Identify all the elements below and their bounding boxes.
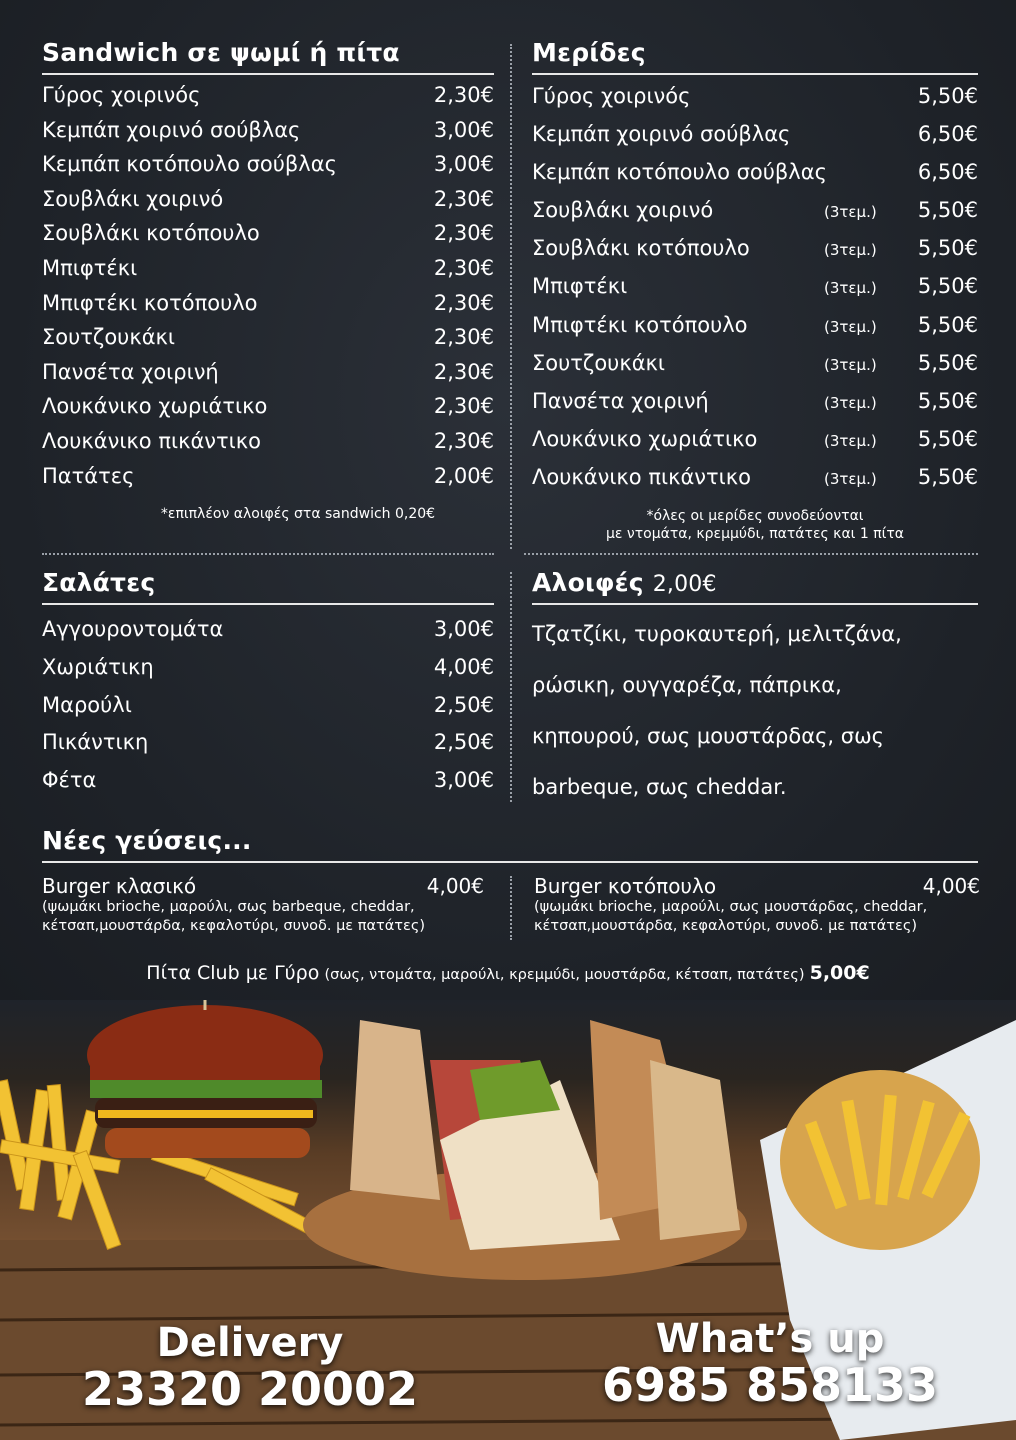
- aloifes-line: barbeque, σως cheddar.: [532, 775, 787, 799]
- nees-section: [42, 826, 978, 863]
- menu-item-name: Φέτα: [42, 768, 97, 793]
- merides-note-2: με ντομάτα, κρεμμύδι, πατάτες και 1 πίτα: [605, 526, 905, 543]
- merides-section: [532, 38, 978, 543]
- menu-item-row: [42, 325, 494, 360]
- menu-item-row: [532, 274, 978, 312]
- menu-item-qty: (3τεμ.): [824, 469, 877, 488]
- menu-item-row: [42, 655, 494, 693]
- menu-item-price: 6,50€: [917, 160, 978, 185]
- menu-item-row: [532, 122, 978, 160]
- menu-item-row: [42, 429, 494, 464]
- menu-item-name: Γύρος χοιρινός: [42, 83, 201, 107]
- sandwich-note: *επιπλέον αλοιφές στα sandwich 0,20€: [160, 506, 436, 523]
- menu-item-price: 2,30€: [433, 290, 494, 315]
- separator-left: [42, 553, 494, 555]
- aloifes-list: [532, 609, 978, 813]
- menu-item-name: Σουβλάκι χοιρινό: [42, 186, 224, 211]
- sandwich-list: [42, 83, 494, 498]
- menu-item-row: [42, 291, 494, 326]
- menu-item-name: Μπιφτέκι: [42, 255, 138, 280]
- sandwich-section: [42, 38, 494, 522]
- aloifes-line: ρώσικη, ουγγαρέζα, πάπρικα,: [532, 673, 842, 697]
- column-divider: [510, 44, 512, 549]
- menu-item-name: Γύρος χοιρινός: [532, 84, 691, 108]
- menu-item-name: Λουκάνικο χωριάτικο: [42, 394, 268, 419]
- menu-item-row: [42, 768, 494, 806]
- menu-item-name: Λουκάνικο πικάντικο: [42, 428, 261, 453]
- menu-item-row: [42, 118, 494, 153]
- whatsup-label: What’s up: [655, 1316, 885, 1362]
- menu-item-price: 2,30€: [433, 428, 494, 453]
- menu-item-name: Μαρούλι: [42, 692, 132, 717]
- merides-list: [532, 84, 978, 503]
- aloifes-section: [532, 568, 978, 813]
- menu-item-price: 5,50€: [917, 388, 978, 413]
- menu-item-price: 5,50€: [917, 426, 978, 451]
- menu-item-row: [42, 152, 494, 187]
- menu-item-name: Σουβλάκι χοιρινό: [532, 198, 714, 223]
- menu-item-name: Κεμπάπ κοτόπουλο σούβλας: [42, 152, 337, 177]
- aloifes-title-text: Αλοιφές: [532, 568, 644, 597]
- menu-item-price: 6,50€: [917, 122, 978, 147]
- menu-item-price: 2,30€: [433, 255, 494, 280]
- menu-item-price: 3,00€: [433, 152, 494, 177]
- food-photo: [0, 1000, 1016, 1440]
- menu-item-price: 2,30€: [433, 83, 494, 107]
- column-divider-lower: [510, 572, 512, 802]
- column-divider-burgers: [510, 876, 512, 940]
- menu-item-row: [532, 389, 978, 427]
- menu-item-price: 5,50€: [917, 274, 978, 299]
- menu-item-name: Σουτζουκάκι: [42, 325, 176, 350]
- menu-item-name: Πατάτες: [42, 463, 135, 488]
- aloifes-title: [532, 568, 978, 605]
- merides-title: Μερίδες: [532, 38, 978, 75]
- menu-item-name: Σουβλάκι κοτόπουλο: [532, 236, 750, 261]
- delivery-number[interactable]: 23320 20002: [81, 1362, 419, 1416]
- menu-item-qty: (3τεμ.): [824, 355, 877, 374]
- merides-note-1: *όλες οι μερίδες συνοδεύονται: [646, 508, 864, 525]
- menu-item-price: 2,30€: [433, 186, 494, 211]
- menu-item-price: 5,50€: [917, 84, 978, 108]
- menu-item-name: Πανσέτα χοιρινή: [532, 388, 709, 413]
- menu-item-row: [42, 256, 494, 291]
- menu-item-qty: (3τεμ.): [824, 203, 877, 222]
- burger-chicken-desc-1: (ψωμάκι brioche, μαρούλι, σως μουστάρδας, cheddar,: [534, 899, 928, 915]
- menu-item-name: Μπιφτέκι κοτόπουλο: [42, 290, 258, 315]
- menu-item-row: [532, 465, 978, 503]
- menu-item-qty: (3τεμ.): [824, 317, 877, 336]
- burger-classic-name: Burger κλασικό: [42, 874, 197, 898]
- burger-classic-price: 4,00€: [426, 874, 484, 898]
- pita-club-desc: (σως, ντομάτα, μαρούλι, κρεμμύδι, μουστάρδα, κέτσαπ, πατάτες): [324, 967, 805, 983]
- burger-chicken-price: 4,00€: [922, 874, 980, 898]
- menu-item-price: 5,50€: [917, 312, 978, 337]
- menu-item-row: [42, 693, 494, 731]
- menu-item-row: [532, 160, 978, 198]
- menu-item-row: [532, 313, 978, 351]
- menu-item-price: 2,30€: [433, 394, 494, 419]
- aloifes-line: κηπουρού, σως μουστάρδας, σως: [532, 724, 884, 748]
- menu-item-name: Πικάντικη: [42, 730, 149, 755]
- menu-item-name: Σουτζουκάκι: [532, 350, 666, 375]
- menu-item-qty: (3τεμ.): [824, 279, 877, 298]
- menu-item-price: 3,00€: [433, 617, 494, 641]
- menu-item-price: 3,00€: [433, 768, 494, 793]
- aloifes-line: Τζατζίκι, τυροκαυτερή, μελιτζάνα,: [532, 622, 902, 646]
- menu-item-row: [42, 221, 494, 256]
- nees-title: Νέες γεύσεις...: [42, 826, 978, 863]
- menu-item-name: Κεμπάπ χοιρινό σούβλας: [532, 122, 791, 147]
- whatsup-block: [580, 1318, 960, 1410]
- menu-item-qty: (3τεμ.): [824, 241, 877, 260]
- menu-item-row: [42, 730, 494, 768]
- menu-item-row: [42, 360, 494, 395]
- burger-classic: [42, 874, 490, 936]
- salates-section: [42, 568, 494, 806]
- pita-club-line: [0, 962, 1016, 984]
- menu-item-name: Χωριάτικη: [42, 654, 154, 679]
- menu-item-name: Μπιφτέκι: [532, 274, 628, 299]
- menu-item-row: [42, 187, 494, 222]
- menu-item-price: 2,30€: [433, 221, 494, 246]
- pita-club-name: Πίτα Club με Γύρο: [146, 962, 320, 984]
- menu-item-name: Μπιφτέκι κοτόπουλο: [532, 312, 748, 337]
- menu-item-name: Σουβλάκι κοτόπουλο: [42, 221, 260, 246]
- menu-item-price: 2,30€: [433, 359, 494, 384]
- menu-item-row: [532, 427, 978, 465]
- menu-item-price: 2,50€: [433, 692, 494, 717]
- menu-item-price: 5,50€: [917, 350, 978, 375]
- delivery-label: Delivery: [156, 1320, 344, 1366]
- delivery-block: [60, 1322, 440, 1414]
- menu-item-name: Αγγουροντομάτα: [42, 617, 224, 641]
- burger-image: [87, 1000, 323, 1158]
- sandwich-title: Sandwich σε ψωμί ή πίτα: [42, 38, 494, 75]
- aloifes-price: 2,00€: [652, 572, 717, 597]
- salates-title: Σαλάτες: [42, 568, 494, 605]
- menu-item-price: 4,00€: [433, 654, 494, 679]
- menu-item-row: [532, 198, 978, 236]
- menu-item-row: [532, 84, 978, 122]
- menu-item-price: 2,50€: [433, 730, 494, 755]
- burger-classic-desc-1: (ψωμάκι brioche, μαρούλι, σως barbeque, cheddar,: [42, 899, 415, 915]
- menu-item-name: Κεμπάπ κοτόπουλο σούβλας: [532, 160, 827, 185]
- menu-item-name: Πανσέτα χοιρινή: [42, 359, 219, 384]
- menu-item-row: [42, 617, 494, 655]
- burger-chicken-desc-2: κέτσαπ,μουστάρδα, κεφαλοτύρι, συνοδ. με πατάτες): [534, 918, 918, 934]
- menu-item-qty: (3τεμ.): [824, 393, 877, 412]
- salates-list: [42, 617, 494, 806]
- menu-item-price: 3,00€: [433, 117, 494, 142]
- whatsup-number[interactable]: 6985 858133: [601, 1358, 939, 1412]
- menu-item-price: 5,50€: [917, 464, 978, 489]
- menu-item-price: 2,00€: [433, 463, 494, 488]
- menu-item-name: Λουκάνικο πικάντικο: [532, 464, 751, 489]
- burger-chicken: [534, 874, 980, 936]
- menu-item-row: [42, 464, 494, 499]
- burger-chicken-name: Burger κοτόπουλο: [534, 874, 717, 898]
- pita-club-price: 5,00€: [809, 962, 870, 984]
- menu-item-row: [532, 236, 978, 274]
- menu-item-price: 5,50€: [917, 198, 978, 223]
- menu-item-name: Λουκάνικο χωριάτικο: [532, 426, 758, 451]
- menu-item-qty: (3τεμ.): [824, 431, 877, 450]
- menu-item-row: [532, 351, 978, 389]
- burger-classic-desc-2: κέτσαπ,μουστάρδα, κεφαλοτύρι, συνοδ. με πατάτες): [42, 918, 426, 934]
- menu-item-price: 5,50€: [917, 236, 978, 261]
- menu-item-row: [42, 83, 494, 118]
- separator-right: [524, 553, 978, 555]
- menu-item-name: Κεμπάπ χοιρινό σούβλας: [42, 117, 301, 142]
- menu-item-row: [42, 394, 494, 429]
- menu-item-price: 2,30€: [433, 325, 494, 350]
